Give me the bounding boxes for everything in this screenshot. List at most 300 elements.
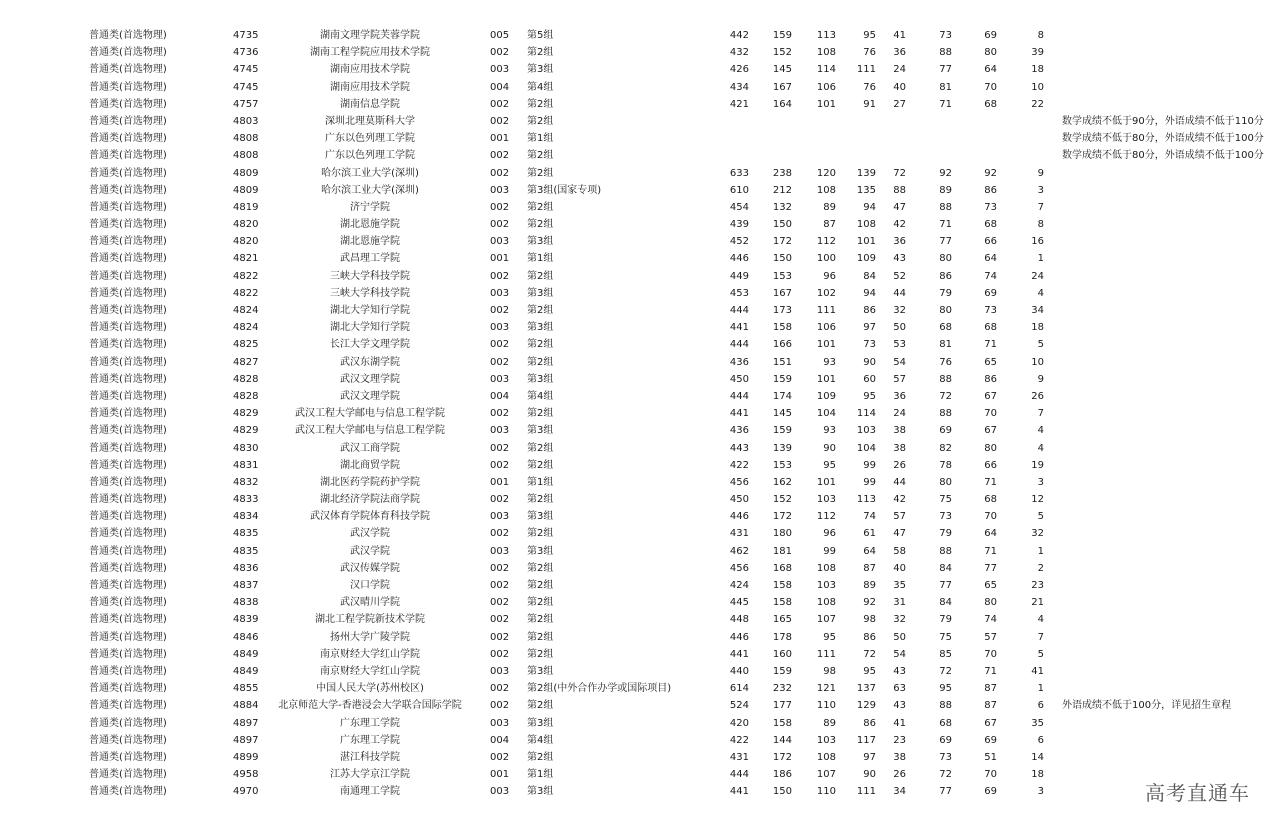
- subject-b-cell: 69: [984, 786, 997, 798]
- school-code-cell: 4745: [233, 64, 259, 76]
- min-rank-diff-cell: 50: [893, 322, 906, 334]
- table-row: [0, 766, 1280, 783]
- english-score-cell: 98: [863, 614, 876, 626]
- group-name-cell: 第2组: [527, 339, 554, 351]
- school-code-cell: 4820: [233, 219, 259, 231]
- category-cell: 普通类(首选物理): [89, 98, 167, 110]
- category-cell: 普通类(首选物理): [89, 236, 167, 248]
- subject-b-cell: 64: [984, 253, 997, 265]
- school-code-cell: 4745: [233, 81, 259, 93]
- math-score-cell: 112: [816, 236, 836, 248]
- table-row: [0, 594, 1280, 611]
- school-name-cell: 湖北大学知行学院: [330, 305, 410, 316]
- english-score-cell: 108: [856, 219, 876, 231]
- count-cell: 24: [1031, 270, 1044, 282]
- chinese-score-cell: 181: [772, 545, 792, 557]
- school-name-cell: 湖北医药学院药护学院: [320, 476, 420, 488]
- english-score-cell: 113: [856, 494, 876, 506]
- min-rank-diff-cell: 38: [893, 751, 906, 763]
- english-score-cell: 94: [863, 287, 876, 299]
- school-code-cell: 4803: [233, 115, 259, 127]
- school-code-cell: 4837: [233, 580, 259, 591]
- english-score-cell: 111: [856, 64, 876, 76]
- chinese-score-cell: 152: [772, 494, 792, 506]
- note-cell: 外语成绩不低于100分，详见招生章程: [1062, 700, 1232, 712]
- min-score-cell: 462: [729, 545, 749, 557]
- subject-b-cell: 68: [984, 494, 997, 506]
- category-cell: 普通类(首选物理): [89, 494, 167, 506]
- subject-a-cell: 85: [939, 648, 952, 660]
- count-cell: 10: [1031, 356, 1044, 368]
- count-cell: 2: [1037, 562, 1044, 574]
- count-cell: 3: [1037, 476, 1044, 488]
- math-score-cell: 110: [816, 700, 836, 712]
- count-cell: 1: [1037, 545, 1044, 557]
- min-score-cell: 436: [729, 356, 749, 368]
- min-score-cell: 434: [729, 81, 749, 93]
- english-score-cell: 139: [856, 167, 876, 179]
- min-rank-diff-cell: 88: [893, 184, 906, 196]
- group-code-cell: 002: [490, 150, 510, 162]
- english-score-cell: 90: [863, 356, 876, 368]
- table-row: [0, 371, 1280, 388]
- group-name-cell: 第2组: [527, 270, 554, 282]
- school-name-cell: 扬州大学广陵学院: [330, 631, 410, 643]
- group-name-cell: 第2组: [527, 356, 554, 368]
- min-rank-diff-cell: 58: [893, 545, 906, 557]
- math-score-cell: 90: [823, 442, 836, 454]
- subject-b-cell: 68: [984, 219, 997, 231]
- min-score-cell: 443: [729, 442, 749, 454]
- min-rank-diff-cell: 43: [893, 253, 906, 265]
- chinese-score-cell: 151: [772, 356, 792, 368]
- group-code-cell: 003: [490, 665, 510, 677]
- group-name-cell: 第2组: [527, 648, 554, 660]
- category-cell: 普通类(首选物理): [89, 81, 167, 93]
- math-score-cell: 120: [816, 167, 836, 179]
- school-name-cell: 武汉工程大学邮电与信息工程学院: [295, 425, 445, 437]
- table-row: [0, 611, 1280, 628]
- school-name-cell: 哈尔滨工业大学(深圳): [321, 184, 419, 196]
- math-score-cell: 109: [816, 390, 836, 402]
- group-code-cell: 002: [490, 442, 510, 454]
- table-row: [0, 680, 1280, 697]
- subject-a-cell: 69: [939, 734, 952, 746]
- group-name-cell: 第2组: [527, 115, 554, 127]
- chinese-score-cell: 172: [772, 751, 792, 763]
- category-cell: 普通类(首选物理): [89, 511, 167, 523]
- school-code-cell: 4846: [233, 631, 259, 643]
- table-row: [0, 783, 1280, 800]
- group-name-cell: 第3组: [527, 287, 554, 299]
- english-score-cell: 86: [863, 305, 876, 316]
- subject-b-cell: 87: [984, 683, 997, 695]
- category-cell: 普通类(首选物理): [89, 734, 167, 746]
- math-score-cell: 98: [823, 665, 836, 677]
- min-rank-diff-cell: 54: [893, 648, 906, 660]
- min-score-cell: 456: [729, 476, 749, 488]
- group-code-cell: 002: [490, 167, 510, 179]
- subject-a-cell: 71: [939, 219, 952, 231]
- chinese-score-cell: 167: [772, 287, 792, 299]
- min-score-cell: 450: [729, 494, 749, 506]
- group-code-cell: 001: [490, 133, 510, 145]
- math-score-cell: 101: [816, 373, 836, 385]
- math-score-cell: 107: [816, 614, 836, 626]
- math-score-cell: 95: [823, 631, 836, 643]
- category-cell: 普通类(首选物理): [89, 545, 167, 557]
- subject-b-cell: 64: [984, 528, 997, 540]
- group-name-cell: 第2组: [527, 442, 554, 454]
- group-name-cell: 第3组(国家专项): [527, 184, 602, 196]
- subject-b-cell: 69: [984, 287, 997, 299]
- math-score-cell: 93: [823, 356, 836, 368]
- group-code-cell: 002: [490, 339, 510, 351]
- school-name-cell: 武汉文理学院: [340, 390, 400, 402]
- group-name-cell: 第3组: [527, 545, 554, 557]
- subject-a-cell: 75: [939, 631, 952, 643]
- count-cell: 35: [1031, 717, 1044, 729]
- min-score-cell: 441: [729, 408, 749, 420]
- math-score-cell: 100: [816, 253, 836, 265]
- table-row: [0, 560, 1280, 577]
- math-score-cell: 108: [816, 597, 836, 609]
- math-score-cell: 108: [816, 47, 836, 59]
- min-rank-diff-cell: 40: [893, 81, 906, 93]
- category-cell: 普通类(首选物理): [89, 287, 167, 299]
- school-name-cell: 湖南应用技术学院: [330, 64, 410, 76]
- subject-b-cell: 67: [984, 717, 997, 729]
- school-code-cell: 4827: [233, 356, 259, 368]
- min-rank-diff-cell: 41: [893, 717, 906, 729]
- table-row: [0, 302, 1280, 319]
- school-code-cell: 4838: [233, 597, 259, 609]
- school-name-cell: 三峡大学科技学院: [330, 287, 410, 299]
- category-cell: 普通类(首选物理): [89, 442, 167, 454]
- group-code-cell: 003: [490, 287, 510, 299]
- category-cell: 普通类(首选物理): [89, 700, 167, 712]
- min-score-cell: 420: [729, 717, 749, 729]
- subject-b-cell: 68: [984, 322, 997, 334]
- school-name-cell: 湖南工程学院应用技术学院: [310, 47, 430, 59]
- school-code-cell: 4735: [233, 30, 259, 41]
- subject-b-cell: 51: [984, 751, 997, 763]
- table-row: [0, 182, 1280, 199]
- school-name-cell: 武汉学院: [350, 528, 390, 540]
- group-code-cell: 003: [490, 64, 510, 76]
- chinese-score-cell: 168: [772, 562, 792, 574]
- table-row: [0, 61, 1280, 78]
- math-score-cell: 107: [816, 769, 836, 781]
- subject-b-cell: 65: [984, 580, 997, 591]
- group-name-cell: 第3组: [527, 322, 554, 334]
- min-score-cell: 422: [729, 734, 749, 746]
- count-cell: 18: [1031, 322, 1044, 334]
- note-cell: 数学成绩不低于80分，外语成绩不低于100分: [1062, 133, 1264, 145]
- school-code-cell: 4822: [233, 270, 259, 282]
- category-cell: 普通类(首选物理): [89, 339, 167, 351]
- count-cell: 9: [1037, 373, 1044, 385]
- school-name-cell: 武汉学院: [350, 545, 390, 557]
- category-cell: 普通类(首选物理): [89, 528, 167, 540]
- english-score-cell: 135: [856, 184, 876, 196]
- group-code-cell: 002: [490, 580, 510, 591]
- group-name-cell: 第2组: [527, 494, 554, 506]
- table-row: [0, 388, 1280, 405]
- chinese-score-cell: 167: [772, 81, 792, 93]
- school-code-cell: 4832: [233, 476, 259, 488]
- min-score-cell: 446: [729, 631, 749, 643]
- table-row: [0, 749, 1280, 766]
- table-row: [0, 543, 1280, 560]
- math-score-cell: 121: [816, 683, 836, 695]
- subject-b-cell: 77: [984, 562, 997, 574]
- math-score-cell: 101: [816, 98, 836, 110]
- school-code-cell: 4820: [233, 236, 259, 248]
- group-name-cell: 第3组: [527, 373, 554, 385]
- chinese-score-cell: 232: [772, 683, 792, 695]
- count-cell: 16: [1031, 236, 1044, 248]
- group-name-cell: 第2组: [527, 408, 554, 420]
- english-score-cell: 94: [863, 201, 876, 213]
- group-code-cell: 003: [490, 236, 510, 248]
- chinese-score-cell: 145: [772, 64, 792, 76]
- min-rank-diff-cell: 47: [893, 528, 906, 540]
- chinese-score-cell: 166: [772, 339, 792, 351]
- min-rank-diff-cell: 72: [893, 167, 906, 179]
- count-cell: 5: [1037, 339, 1044, 351]
- chinese-score-cell: 212: [772, 184, 792, 196]
- school-code-cell: 4809: [233, 167, 259, 179]
- group-code-cell: 001: [490, 476, 510, 488]
- table-row: [0, 663, 1280, 680]
- school-code-cell: 4819: [233, 201, 259, 213]
- english-score-cell: 89: [863, 580, 876, 591]
- math-score-cell: 114: [816, 64, 836, 76]
- school-code-cell: 4822: [233, 287, 259, 299]
- group-name-cell: 第3组: [527, 717, 554, 729]
- english-score-cell: 74: [863, 511, 876, 523]
- chinese-score-cell: 158: [772, 717, 792, 729]
- school-name-cell: 北京师范大学-香港浸会大学联合国际学院: [278, 700, 462, 712]
- chinese-score-cell: 158: [772, 322, 792, 334]
- count-cell: 18: [1031, 64, 1044, 76]
- school-code-cell: 4834: [233, 511, 259, 523]
- group-name-cell: 第1组: [527, 476, 554, 488]
- subject-a-cell: 80: [939, 305, 952, 316]
- math-score-cell: 103: [816, 734, 836, 746]
- english-score-cell: 137: [856, 683, 876, 695]
- subject-b-cell: 71: [984, 665, 997, 677]
- subject-a-cell: 69: [939, 425, 952, 437]
- category-cell: 普通类(首选物理): [89, 425, 167, 437]
- subject-b-cell: 80: [984, 442, 997, 454]
- min-rank-diff-cell: 40: [893, 562, 906, 574]
- category-cell: 普通类(首选物理): [89, 115, 167, 127]
- table-row: [0, 216, 1280, 233]
- table-row: [0, 697, 1280, 714]
- chinese-score-cell: 186: [772, 769, 792, 781]
- chinese-score-cell: 174: [772, 390, 792, 402]
- table-row: [0, 440, 1280, 457]
- english-score-cell: 86: [863, 717, 876, 729]
- subject-b-cell: 71: [984, 545, 997, 557]
- chinese-score-cell: 159: [772, 425, 792, 437]
- min-rank-diff-cell: 44: [893, 287, 906, 299]
- category-cell: 普通类(首选物理): [89, 631, 167, 643]
- group-name-cell: 第2组: [527, 631, 554, 643]
- table-row: [0, 715, 1280, 732]
- school-name-cell: 哈尔滨工业大学(深圳): [321, 167, 419, 179]
- english-score-cell: 95: [863, 665, 876, 677]
- subject-b-cell: 86: [984, 184, 997, 196]
- category-cell: 普通类(首选物理): [89, 648, 167, 660]
- math-score-cell: 103: [816, 580, 836, 591]
- min-score-cell: 424: [729, 580, 749, 591]
- school-code-cell: 4849: [233, 665, 259, 677]
- group-name-cell: 第3组: [527, 64, 554, 76]
- math-score-cell: 108: [816, 184, 836, 196]
- category-cell: 普通类(首选物理): [89, 769, 167, 781]
- category-cell: 普通类(首选物理): [89, 597, 167, 609]
- group-name-cell: 第2组: [527, 459, 554, 471]
- min-rank-diff-cell: 53: [893, 339, 906, 351]
- table-row: [0, 457, 1280, 474]
- group-name-cell: 第2组(中外合作办学或国际项目): [527, 683, 672, 695]
- school-name-cell: 江苏大学京江学院: [330, 769, 410, 781]
- group-name-cell: 第1组: [527, 253, 554, 265]
- group-name-cell: 第4组: [527, 81, 554, 93]
- subject-a-cell: 79: [939, 614, 952, 626]
- count-cell: 41: [1031, 665, 1044, 677]
- min-score-cell: 454: [729, 201, 749, 213]
- subject-a-cell: 84: [939, 562, 952, 574]
- school-code-cell: 4835: [233, 528, 259, 540]
- min-score-cell: 448: [729, 614, 749, 626]
- school-name-cell: 湖南文理学院芙蓉学院: [320, 30, 420, 41]
- min-score-cell: 444: [729, 339, 749, 351]
- table-row: [0, 646, 1280, 663]
- min-score-cell: 614: [729, 683, 749, 695]
- count-cell: 18: [1031, 769, 1044, 781]
- count-cell: 4: [1037, 425, 1044, 437]
- min-score-cell: 439: [729, 219, 749, 231]
- school-code-cell: 4825: [233, 339, 259, 351]
- chinese-score-cell: 177: [772, 700, 792, 712]
- school-code-cell: 4830: [233, 442, 259, 454]
- chinese-score-cell: 153: [772, 270, 792, 282]
- min-score-cell: 441: [729, 648, 749, 660]
- group-name-cell: 第3组: [527, 425, 554, 437]
- min-score-cell: 422: [729, 459, 749, 471]
- school-name-cell: 湖北大学知行学院: [330, 322, 410, 334]
- min-rank-diff-cell: 43: [893, 700, 906, 712]
- count-cell: 5: [1037, 511, 1044, 523]
- category-cell: 普通类(首选物理): [89, 47, 167, 59]
- group-name-cell: 第3组: [527, 236, 554, 248]
- group-name-cell: 第2组: [527, 167, 554, 179]
- category-cell: 普通类(首选物理): [89, 408, 167, 420]
- min-score-cell: 610: [729, 184, 749, 196]
- english-score-cell: 97: [863, 751, 876, 763]
- min-rank-diff-cell: 26: [893, 769, 906, 781]
- category-cell: 普通类(首选物理): [89, 717, 167, 729]
- group-code-cell: 002: [490, 631, 510, 643]
- category-cell: 普通类(首选物理): [89, 665, 167, 677]
- table-row: [0, 491, 1280, 508]
- group-code-cell: 002: [490, 356, 510, 368]
- subject-a-cell: 88: [939, 700, 952, 712]
- chinese-score-cell: 178: [772, 631, 792, 643]
- subject-a-cell: 80: [939, 476, 952, 488]
- math-score-cell: 101: [816, 476, 836, 488]
- english-score-cell: 61: [863, 528, 876, 540]
- group-name-cell: 第3组: [527, 786, 554, 798]
- subject-b-cell: 92: [984, 167, 997, 179]
- group-code-cell: 002: [490, 305, 510, 316]
- subject-b-cell: 66: [984, 236, 997, 248]
- count-cell: 26: [1031, 390, 1044, 402]
- school-code-cell: 4808: [233, 133, 259, 145]
- english-score-cell: 60: [863, 373, 876, 385]
- school-code-cell: 4736: [233, 47, 259, 59]
- group-code-cell: 002: [490, 700, 510, 712]
- chinese-score-cell: 150: [772, 219, 792, 231]
- group-name-cell: 第3组: [527, 665, 554, 677]
- school-name-cell: 武汉体育学院体育科技学院: [310, 511, 430, 523]
- subject-a-cell: 71: [939, 98, 952, 110]
- group-code-cell: 003: [490, 425, 510, 437]
- min-score-cell: 524: [729, 700, 749, 712]
- category-cell: 普通类(首选物理): [89, 322, 167, 334]
- group-name-cell: 第1组: [527, 133, 554, 145]
- subject-a-cell: 81: [939, 81, 952, 93]
- school-code-cell: 4824: [233, 322, 259, 334]
- min-rank-diff-cell: 57: [893, 511, 906, 523]
- subject-b-cell: 70: [984, 769, 997, 781]
- math-score-cell: 87: [823, 219, 836, 231]
- group-name-cell: 第2组: [527, 150, 554, 162]
- min-rank-diff-cell: 50: [893, 631, 906, 643]
- subject-b-cell: 86: [984, 373, 997, 385]
- min-rank-diff-cell: 38: [893, 442, 906, 454]
- group-name-cell: 第2组: [527, 201, 554, 213]
- math-score-cell: 96: [823, 270, 836, 282]
- school-code-cell: 4855: [233, 683, 259, 695]
- subject-b-cell: 66: [984, 459, 997, 471]
- category-cell: 普通类(首选物理): [89, 184, 167, 196]
- table-row: [0, 319, 1280, 336]
- group-name-cell: 第1组: [527, 769, 554, 781]
- subject-b-cell: 70: [984, 648, 997, 660]
- category-cell: 普通类(首选物理): [89, 786, 167, 798]
- english-score-cell: 90: [863, 769, 876, 781]
- group-code-cell: 001: [490, 769, 510, 781]
- count-cell: 4: [1037, 614, 1044, 626]
- school-name-cell: 长江大学文理学院: [330, 339, 410, 351]
- min-rank-diff-cell: 26: [893, 459, 906, 471]
- min-score-cell: 450: [729, 373, 749, 385]
- school-code-cell: 4849: [233, 648, 259, 660]
- school-name-cell: 湖北工程学院新技术学院: [315, 614, 425, 626]
- group-code-cell: 003: [490, 511, 510, 523]
- chinese-score-cell: 152: [772, 47, 792, 59]
- english-score-cell: 95: [863, 30, 876, 41]
- min-score-cell: 431: [729, 751, 749, 763]
- min-rank-diff-cell: 36: [893, 47, 906, 59]
- chinese-score-cell: 159: [772, 373, 792, 385]
- subject-a-cell: 76: [939, 356, 952, 368]
